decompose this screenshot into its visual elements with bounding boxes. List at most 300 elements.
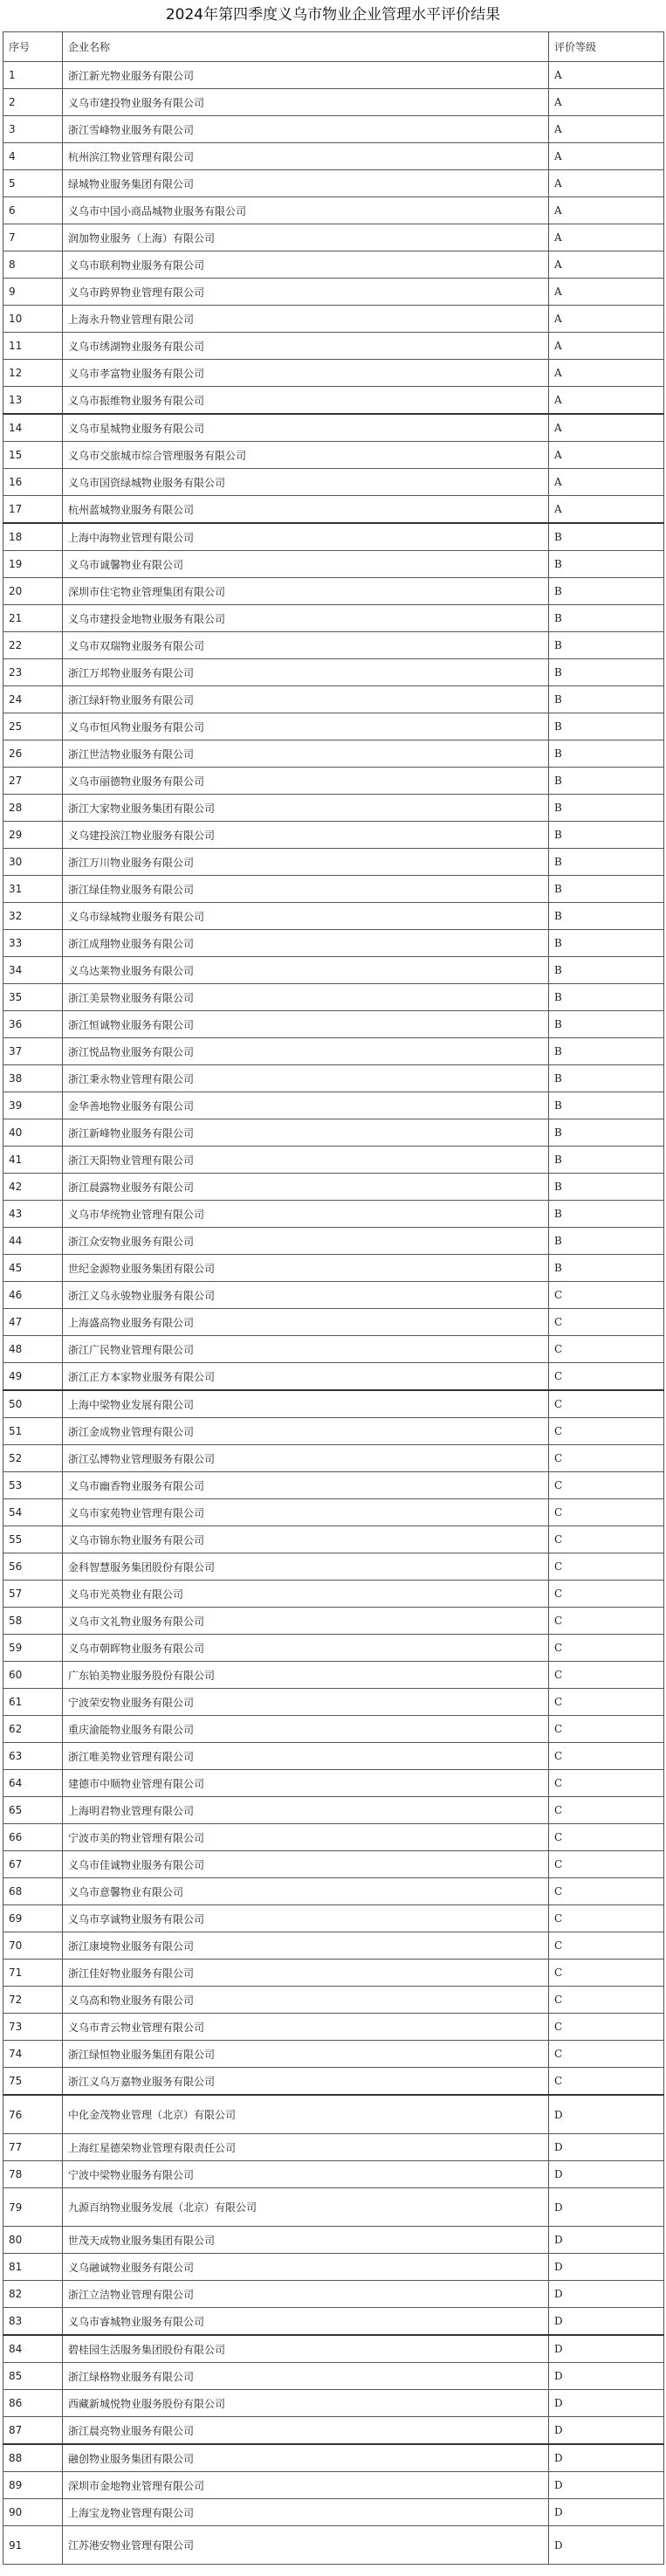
company-name: 浙江天阳物业管理有限公司	[63, 1147, 549, 1174]
table-row	[3, 1905, 664, 1932]
company-name: 浙江成翔物业服务有限公司	[63, 930, 549, 957]
company-name: 浙江悦品物业服务有限公司	[63, 1038, 549, 1065]
row-number: 8	[3, 251, 63, 279]
rating-grade: D	[549, 2254, 664, 2281]
company-name: 浙江康境物业服务有限公司	[63, 1932, 549, 1960]
table-row	[3, 1932, 664, 1960]
company-name: 义乌达莱物业服务有限公司	[63, 957, 549, 984]
company-name: 上海永升物业管理有限公司	[63, 306, 549, 333]
table-row	[3, 360, 664, 387]
company-name: 宁波市美的物业管理有限公司	[63, 1824, 549, 1851]
row-number: 87	[3, 2417, 63, 2445]
company-name: 浙江世洁物业服务有限公司	[63, 740, 549, 768]
table-row	[3, 1011, 664, 1038]
table-row	[3, 1174, 664, 1201]
company-name: 浙江绿轩物业服务有限公司	[63, 686, 549, 713]
row-number: 18	[3, 523, 63, 551]
table-row	[3, 1608, 664, 1635]
table-body	[3, 62, 664, 2565]
rating-grade: C	[549, 1499, 664, 1526]
company-name: 义乌市建投金地物业服务有限公司	[63, 605, 549, 632]
rating-grade: B	[549, 1119, 664, 1147]
row-number: 38	[3, 1065, 63, 1092]
company-name: 义乌高和物业服务有限公司	[63, 1987, 549, 2014]
rating-grade: B	[549, 1228, 664, 1255]
row-number: 64	[3, 1770, 63, 1797]
rating-grade: B	[549, 1255, 664, 1282]
company-name: 义乌市佳诚物业服务有限公司	[63, 1851, 549, 1878]
row-number: 35	[3, 984, 63, 1011]
company-name: 义乌市幽香物业服务有限公司	[63, 1472, 549, 1499]
row-number: 85	[3, 2363, 63, 2390]
rating-grade: B	[549, 713, 664, 740]
company-name: 义乌市绣湖物业服务有限公司	[63, 333, 549, 360]
company-name: 义乌市光英物业有限公司	[63, 1581, 549, 1608]
table-row	[3, 578, 664, 605]
rating-grade: D	[549, 2526, 664, 2565]
company-name: 宁波荣安物业服务有限公司	[63, 1689, 549, 1716]
company-name: 义乌市丽德物业服务有限公司	[63, 768, 549, 795]
row-number: 12	[3, 360, 63, 387]
table-row	[3, 1038, 664, 1065]
rating-grade: A	[549, 387, 664, 415]
table-row	[3, 2095, 664, 2134]
row-number: 74	[3, 2041, 63, 2068]
rating-grade: C	[549, 1689, 664, 1716]
rating-grade: C	[549, 1472, 664, 1499]
row-number: 32	[3, 903, 63, 930]
rating-grade: B	[549, 1011, 664, 1038]
rating-grade: D	[549, 2095, 664, 2134]
rating-grade: C	[549, 1418, 664, 1445]
rating-grade: B	[549, 686, 664, 713]
table-row	[3, 2134, 664, 2161]
company-name: 杭州蓝城物业服务有限公司	[63, 496, 549, 524]
table-row	[3, 768, 664, 795]
row-number: 33	[3, 930, 63, 957]
company-name: 西藏新城悦物业服务股份有限公司	[63, 2390, 549, 2417]
table-row	[3, 2188, 664, 2227]
company-name: 义乌市国资绿城物业服务有限公司	[63, 469, 549, 496]
company-name: 九源百纳物业服务发展（北京）有限公司	[63, 2188, 549, 2227]
rating-grade: C	[549, 1309, 664, 1336]
table-row	[3, 957, 664, 984]
table-header-row	[3, 32, 664, 62]
row-number: 61	[3, 1689, 63, 1716]
rating-grade: A	[549, 496, 664, 524]
rating-grade: C	[549, 1608, 664, 1635]
company-name: 金华善地物业服务有限公司	[63, 1092, 549, 1119]
table-row	[3, 224, 664, 251]
row-number: 22	[3, 632, 63, 659]
table-row	[3, 1418, 664, 1445]
row-number: 75	[3, 2068, 63, 2096]
rating-grade: B	[549, 632, 664, 659]
rating-grade: D	[549, 2363, 664, 2390]
table-row	[3, 1770, 664, 1797]
rating-grade: D	[549, 2417, 664, 2445]
table-row	[3, 1689, 664, 1716]
rating-grade: D	[549, 2134, 664, 2161]
row-number: 9	[3, 279, 63, 306]
rating-grade: C	[549, 1932, 664, 1960]
table-row	[3, 1228, 664, 1255]
row-number: 24	[3, 686, 63, 713]
table-row	[3, 2472, 664, 2499]
company-name: 义乌市联利物业服务有限公司	[63, 251, 549, 279]
row-number: 70	[3, 1932, 63, 1960]
company-name: 浙江恒诚物业服务有限公司	[63, 1011, 549, 1038]
row-number: 42	[3, 1174, 63, 1201]
rating-grade: C	[549, 1797, 664, 1824]
row-number: 78	[3, 2161, 63, 2188]
rating-grade: A	[549, 360, 664, 387]
rating-grade: A	[549, 197, 664, 224]
company-name: 中化金茂物业管理（北京）有限公司	[63, 2095, 549, 2134]
company-name: 上海中梁物业发展有限公司	[63, 1390, 549, 1418]
row-number: 1	[3, 62, 63, 89]
row-number: 80	[3, 2227, 63, 2254]
table-row	[3, 1581, 664, 1608]
table-row	[3, 523, 664, 551]
company-name: 金科智慧服务集团股份有限公司	[63, 1553, 549, 1581]
row-number: 13	[3, 387, 63, 415]
rating-grade: B	[549, 578, 664, 605]
table-row	[3, 984, 664, 1011]
table-row	[3, 2281, 664, 2308]
rating-grade: B	[549, 1147, 664, 1174]
row-number: 56	[3, 1553, 63, 1581]
page-title: 2024年第四季度义乌市物业企业管理水平评价结果	[165, 6, 501, 24]
company-name: 江苏港安物业管理有限公司	[63, 2526, 549, 2565]
company-name: 上海宝龙物业管理有限公司	[63, 2499, 549, 2526]
company-name: 浙江晨露物业服务有限公司	[63, 1174, 549, 1201]
row-number: 21	[3, 605, 63, 632]
company-name: 浙江众安物业服务有限公司	[63, 1228, 549, 1255]
rating-grade: B	[549, 849, 664, 876]
row-number: 73	[3, 2014, 63, 2041]
company-name: 义乌市锦东物业服务有限公司	[63, 1526, 549, 1553]
table-row	[3, 1445, 664, 1472]
rating-grade: B	[549, 1174, 664, 1201]
row-number: 30	[3, 849, 63, 876]
company-name: 浙江佳好物业服务有限公司	[63, 1960, 549, 1987]
table-row	[3, 143, 664, 170]
table-row	[3, 442, 664, 469]
company-name: 浙江绿佳物业服务有限公司	[63, 876, 549, 903]
table-row	[3, 1743, 664, 1770]
row-number: 88	[3, 2444, 63, 2472]
header-no: 序号	[3, 32, 63, 62]
rating-grade: B	[549, 1201, 664, 1228]
company-name: 浙江晨亮物业服务有限公司	[63, 2417, 549, 2445]
rating-grade: C	[549, 1878, 664, 1905]
table-row	[3, 2444, 664, 2472]
rating-grade: A	[549, 170, 664, 197]
company-name: 上海中海物业管理有限公司	[63, 523, 549, 551]
row-number: 7	[3, 224, 63, 251]
row-number: 60	[3, 1662, 63, 1689]
row-number: 71	[3, 1960, 63, 1987]
row-number: 28	[3, 795, 63, 822]
table-row	[3, 2417, 664, 2445]
row-number: 16	[3, 469, 63, 496]
row-number: 58	[3, 1608, 63, 1635]
row-number: 50	[3, 1390, 63, 1418]
results-table	[3, 31, 664, 2565]
row-number: 67	[3, 1851, 63, 1878]
row-number: 44	[3, 1228, 63, 1255]
row-number: 89	[3, 2472, 63, 2499]
row-number: 76	[3, 2095, 63, 2134]
company-name: 浙江秉永物业管理有限公司	[63, 1065, 549, 1092]
rating-grade: D	[549, 2281, 664, 2308]
company-name: 义乌市跨界物业管理有限公司	[63, 279, 549, 306]
table-row	[3, 2254, 664, 2281]
company-name: 融创物业服务集团有限公司	[63, 2444, 549, 2472]
table-row	[3, 469, 664, 496]
rating-grade: B	[549, 659, 664, 686]
row-number: 10	[3, 306, 63, 333]
rating-grade: C	[549, 1770, 664, 1797]
table-row	[3, 1065, 664, 1092]
company-name: 杭州滨江物业管理有限公司	[63, 143, 549, 170]
row-number: 53	[3, 1472, 63, 1499]
company-name: 义乌市朝晖物业服务有限公司	[63, 1635, 549, 1662]
company-name: 浙江立洁物业管理有限公司	[63, 2281, 549, 2308]
rating-grade: C	[549, 1445, 664, 1472]
row-number: 47	[3, 1309, 63, 1336]
row-number: 15	[3, 442, 63, 469]
rating-grade: D	[549, 2161, 664, 2188]
table-row	[3, 116, 664, 143]
rating-grade: C	[549, 1851, 664, 1878]
row-number: 43	[3, 1201, 63, 1228]
company-name: 浙江万川物业服务有限公司	[63, 849, 549, 876]
table-row	[3, 387, 664, 415]
company-name: 义乌市双瑞物业服务有限公司	[63, 632, 549, 659]
table-row	[3, 2499, 664, 2526]
company-name: 上海盛高物业服务有限公司	[63, 1309, 549, 1336]
table-row	[3, 1797, 664, 1824]
row-number: 34	[3, 957, 63, 984]
table-row	[3, 2363, 664, 2390]
rating-grade: C	[549, 2041, 664, 2068]
table-row	[3, 1526, 664, 1553]
company-name: 润加物业服务（上海）有限公司	[63, 224, 549, 251]
company-name: 义乌市意馨物业有限公司	[63, 1878, 549, 1905]
rating-grade: C	[549, 1526, 664, 1553]
company-name: 义乌市交旅城市综合管理服务有限公司	[63, 442, 549, 469]
table-row	[3, 1472, 664, 1499]
rating-grade: B	[549, 876, 664, 903]
rating-grade: B	[549, 605, 664, 632]
company-name: 建德市中顺物业管理有限公司	[63, 1770, 549, 1797]
rating-grade: A	[549, 116, 664, 143]
table-row	[3, 2041, 664, 2068]
table-row	[3, 2014, 664, 2041]
company-name: 浙江弘博物业管理服务有限公司	[63, 1445, 549, 1472]
company-name: 浙江美景物业服务有限公司	[63, 984, 549, 1011]
rating-grade: C	[549, 1635, 664, 1662]
rating-grade: C	[549, 2014, 664, 2041]
row-number: 59	[3, 1635, 63, 1662]
row-number: 17	[3, 496, 63, 524]
row-number: 68	[3, 1878, 63, 1905]
rating-grade: B	[549, 903, 664, 930]
row-number: 11	[3, 333, 63, 360]
company-name: 浙江雪峰物业服务有限公司	[63, 116, 549, 143]
row-number: 52	[3, 1445, 63, 1472]
company-name: 浙江大家物业服务集团有限公司	[63, 795, 549, 822]
company-name: 义乌融诚物业服务有限公司	[63, 2254, 549, 2281]
rating-grade: A	[549, 279, 664, 306]
header-name: 企业名称	[63, 32, 549, 62]
company-name: 上海红星德荣物业管理有限责任公司	[63, 2134, 549, 2161]
company-name: 浙江义乌永骏物业服务有限公司	[63, 1282, 549, 1309]
row-number: 51	[3, 1418, 63, 1445]
company-name: 浙江绿恒物业服务集团有限公司	[63, 2041, 549, 2068]
row-number: 14	[3, 414, 63, 442]
table-row	[3, 1878, 664, 1905]
table-row	[3, 903, 664, 930]
company-name: 宁波中梁物业服务有限公司	[63, 2161, 549, 2188]
row-number: 86	[3, 2390, 63, 2417]
table-row	[3, 1716, 664, 1743]
row-number: 29	[3, 822, 63, 849]
rating-grade: A	[549, 224, 664, 251]
table-row	[3, 1336, 664, 1363]
row-number: 25	[3, 713, 63, 740]
table-row	[3, 713, 664, 740]
table-row	[3, 2227, 664, 2254]
table-row	[3, 1960, 664, 1987]
rating-grade: C	[549, 1960, 664, 1987]
company-name: 义乌市星城物业服务有限公司	[63, 414, 549, 442]
rating-grade: B	[549, 551, 664, 578]
row-number: 3	[3, 116, 63, 143]
table-row	[3, 1499, 664, 1526]
rating-grade: B	[549, 1092, 664, 1119]
company-name: 义乌市建投物业服务有限公司	[63, 89, 549, 116]
table-row	[3, 2308, 664, 2336]
rating-grade: C	[549, 1581, 664, 1608]
row-number: 27	[3, 768, 63, 795]
table-row	[3, 414, 664, 442]
rating-grade: A	[549, 414, 664, 442]
company-name: 义乌市家苑物业管理有限公司	[63, 1499, 549, 1526]
table-row	[3, 306, 664, 333]
row-number: 65	[3, 1797, 63, 1824]
rating-grade: A	[549, 333, 664, 360]
table-row	[3, 1092, 664, 1119]
table-row	[3, 89, 664, 116]
row-number: 39	[3, 1092, 63, 1119]
rating-grade: C	[549, 1390, 664, 1418]
table-row	[3, 795, 664, 822]
rating-grade: C	[549, 1553, 664, 1581]
row-number: 31	[3, 876, 63, 903]
company-name: 义乌市绿城物业服务有限公司	[63, 903, 549, 930]
row-number: 48	[3, 1336, 63, 1363]
table-row	[3, 279, 664, 306]
table-row	[3, 605, 664, 632]
rating-grade: C	[549, 1716, 664, 1743]
rating-grade: D	[549, 2444, 664, 2472]
rating-grade: B	[549, 1065, 664, 1092]
company-name: 浙江新光物业服务有限公司	[63, 62, 549, 89]
rating-grade: C	[549, 2068, 664, 2096]
table-row	[3, 251, 664, 279]
row-number: 2	[3, 89, 63, 116]
table-row	[3, 876, 664, 903]
rating-grade: C	[549, 1336, 664, 1363]
company-name: 义乌市恒风物业服务有限公司	[63, 713, 549, 740]
table-row	[3, 170, 664, 197]
rating-grade: C	[549, 1905, 664, 1932]
rating-grade: D	[549, 2499, 664, 2526]
table-row	[3, 496, 664, 524]
table-row	[3, 551, 664, 578]
company-name: 义乌市睿城物业服务有限公司	[63, 2308, 549, 2336]
table-row	[3, 2526, 664, 2565]
company-name: 义乌市振维物业服务有限公司	[63, 387, 549, 415]
table-row	[3, 2390, 664, 2417]
rating-grade: B	[549, 822, 664, 849]
row-number: 57	[3, 1581, 63, 1608]
company-name: 义乌市诚馨物业有限公司	[63, 551, 549, 578]
company-name: 义乌建投滨江物业服务有限公司	[63, 822, 549, 849]
table-row	[3, 1282, 664, 1309]
rating-grade: A	[549, 251, 664, 279]
row-number: 5	[3, 170, 63, 197]
rating-grade: B	[549, 1038, 664, 1065]
company-name: 重庆渝能物业服务有限公司	[63, 1716, 549, 1743]
table-row	[3, 1390, 664, 1418]
company-name: 世茂天成物业服务集团有限公司	[63, 2227, 549, 2254]
rating-grade: B	[549, 930, 664, 957]
rating-grade: C	[549, 1662, 664, 1689]
rating-grade: B	[549, 984, 664, 1011]
company-name: 碧桂园生活服务集团股份有限公司	[63, 2335, 549, 2363]
company-name: 浙江唯美物业管理有限公司	[63, 1743, 549, 1770]
row-number: 49	[3, 1363, 63, 1391]
table-row	[3, 849, 664, 876]
row-number: 41	[3, 1147, 63, 1174]
table-row	[3, 333, 664, 360]
company-name: 义乌市青云物业管理有限公司	[63, 2014, 549, 2041]
rating-grade: D	[549, 2335, 664, 2363]
table-row	[3, 1635, 664, 1662]
rating-grade: C	[549, 1987, 664, 2014]
rating-grade: B	[549, 523, 664, 551]
rating-grade: C	[549, 1363, 664, 1391]
rating-grade: D	[549, 2390, 664, 2417]
company-name: 义乌市中国小商品城物业服务有限公司	[63, 197, 549, 224]
rating-grade: D	[549, 2472, 664, 2499]
row-number: 82	[3, 2281, 63, 2308]
table-row	[3, 740, 664, 768]
table-row	[3, 1201, 664, 1228]
rating-grade: A	[549, 306, 664, 333]
rating-grade: C	[549, 1743, 664, 1770]
table-row	[3, 1662, 664, 1689]
row-number: 19	[3, 551, 63, 578]
table-row	[3, 632, 664, 659]
table-row	[3, 62, 664, 89]
company-name: 浙江义乌万嘉物业服务有限公司	[63, 2068, 549, 2096]
rating-grade: A	[549, 62, 664, 89]
